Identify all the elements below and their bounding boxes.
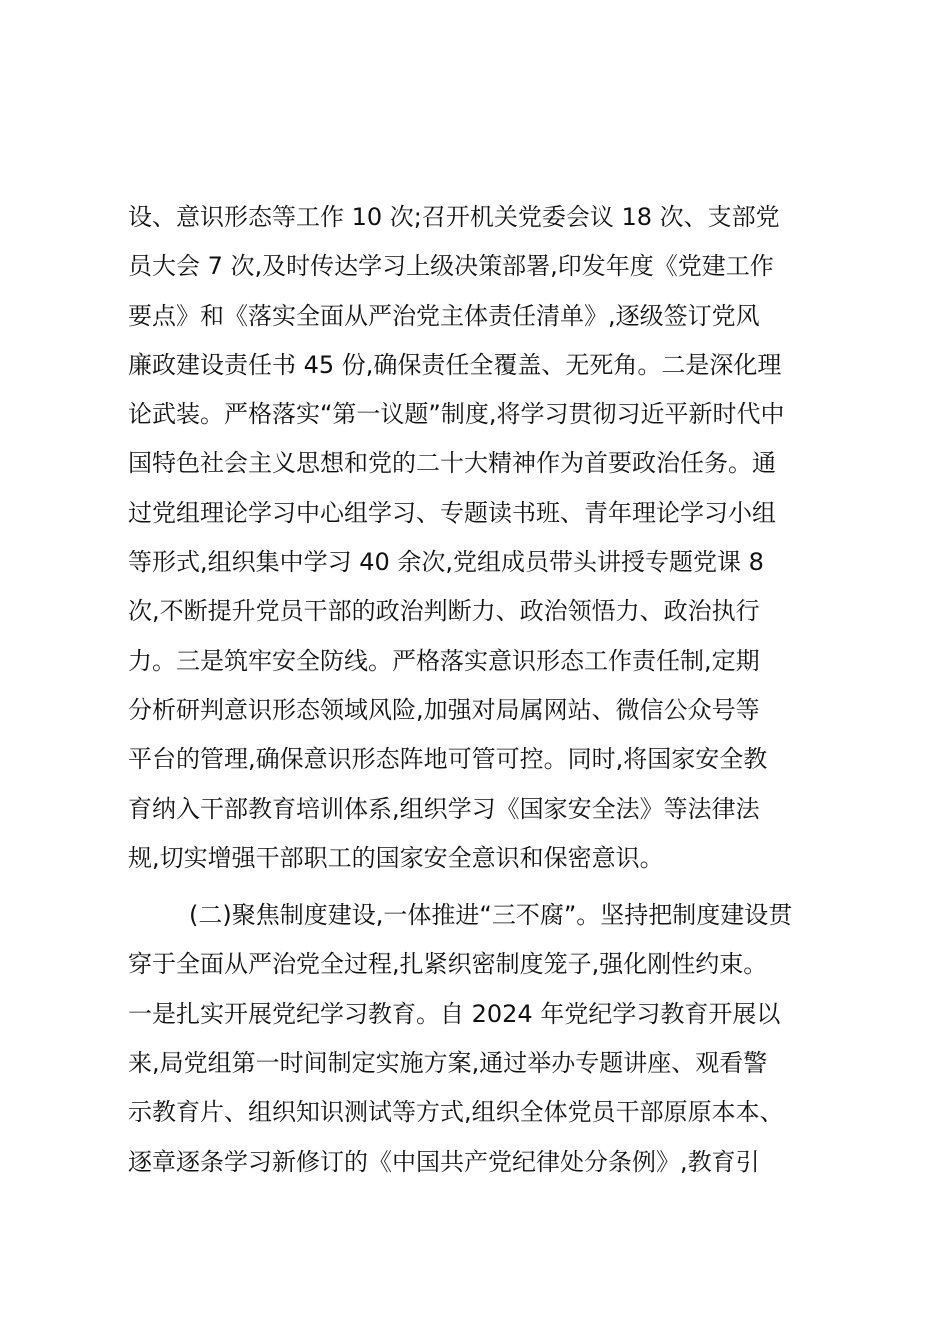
document-body <box>128 193 828 1187</box>
paragraph-gap <box>128 883 828 891</box>
text-line: 等形式,组织集中学习 40 余次,党组成员带头讲授专题党课 8 <box>128 548 764 577</box>
text-line: 要点》和《落实全面从严治党主体责任清单》,逐级签订党风 <box>128 301 760 330</box>
text-line: 论武装。严格落实“第一议题”制度,将学习贯彻习近平新时代中 <box>128 400 785 429</box>
text-line: 一是扎实开展党纪学习教育。自 2024 年党纪学习教育开展以 <box>128 999 781 1028</box>
text-line: 员大会 7 次,及时传达学习上级决策部署,印发年度《党建工作 <box>128 252 774 281</box>
text-line: 过党组理论学习中心组学习、专题读书班、青年理论学习小组 <box>128 498 776 527</box>
paragraph-2 <box>128 891 828 1187</box>
text-line: 规,切实增强干部职工的国家安全意识和保密意识。 <box>128 843 664 872</box>
text-line: 设、意识形态等工作 10 次;召开机关党委会议 18 次、支部党 <box>128 203 780 231</box>
text-line: 来,局党组第一时间制定实施方案,通过举办专题讲座、观看警 <box>128 1049 768 1078</box>
text-line: 力。三是筑牢安全防线。严格落实意识形态工作责任制,定期 <box>128 646 760 675</box>
text-line: 穿于全面从严治党全过程,扎紧织密制度笼子,强化刚性约束。 <box>128 950 768 979</box>
text-line: 分析研判意识形态领域风险,加强对局属网站、微信公众号等 <box>128 695 760 724</box>
text-line: 平台的管理,确保意识形态阵地可管可控。同时,将国家安全教 <box>128 745 768 774</box>
text-line: 示教育片、组织知识测试等方式,组织全体党员干部原原本本、 <box>128 1098 784 1127</box>
text-line: 国特色社会主义思想和党的二十大精神作为首要政治任务。通 <box>128 449 776 478</box>
paragraph-1 <box>128 193 828 883</box>
text-line: 逐章逐条学习新修订的《中国共产党纪律处分条例》,教育引 <box>128 1147 760 1176</box>
text-line: 廉政建设责任书 45 份,确保责任全覆盖、无死角。二是深化理 <box>128 350 782 379</box>
text-line: (二)聚焦制度建设,一体推进“三不腐”。坚持把制度建设贯 <box>128 901 793 930</box>
text-line: 次,不断提升党员干部的政治判断力、政治领悟力、政治执行 <box>128 597 760 626</box>
text-line: 育纳入干部教育培训体系,组织学习《国家安全法》等法律法 <box>128 794 760 823</box>
